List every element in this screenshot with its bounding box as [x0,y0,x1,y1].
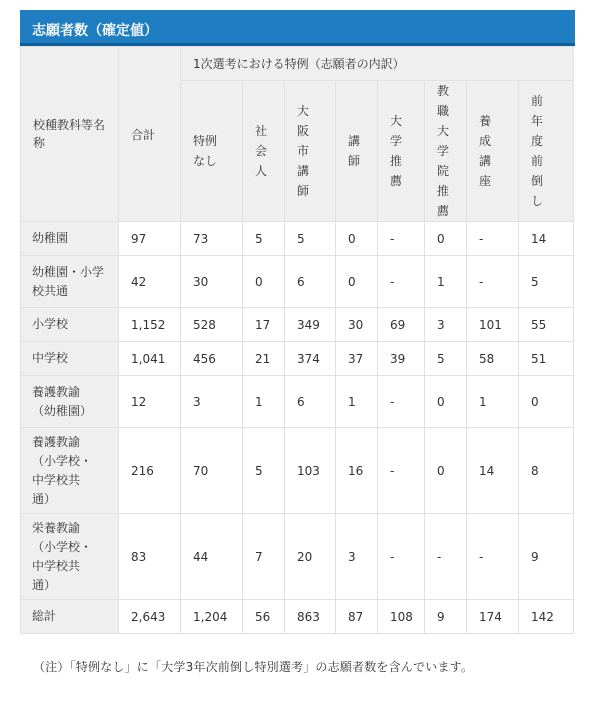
table-title: 志願者数（確定値） [32,23,158,39]
row-label: 幼稚園 [21,222,119,256]
table-cell: 3 [181,376,243,428]
table-cell: 83 [119,514,181,600]
applicants-table [20,46,574,634]
table-cell: 56 [243,600,285,634]
header-col-7: 養成講座 [467,81,519,222]
table-cell: - [378,428,425,514]
table-row [21,308,574,342]
table-cell: 5 [243,428,285,514]
header-col-6: 教職大学院推薦 [425,81,467,222]
header-special-group: 1次選考における特例（志願者の内訳） [181,47,574,81]
table-cell: 1,152 [119,308,181,342]
table-cell: 70 [181,428,243,514]
table-cell: 5 [519,256,574,308]
table-cell: 16 [336,428,378,514]
footnote: （注）「特例なし」に「大学3年次前倒し特別選考」の志願者数を含んでいます。 [33,660,474,674]
table-cell: - [467,222,519,256]
row-label: 栄養教諭（小学校・中学校共通） [21,514,119,600]
table-cell: 9 [425,600,467,634]
table-row [21,600,574,634]
row-label: 養護教諭（幼稚園） [21,376,119,428]
table-cell: 1 [243,376,285,428]
table-cell: - [378,222,425,256]
table-cell: 103 [285,428,336,514]
table-cell: 1 [425,256,467,308]
table-cell: - [378,376,425,428]
header-col-2: 社会人 [243,81,285,222]
header-col-1: 特例なし [181,81,243,222]
row-label: 養護教諭（小学校・中学校共通） [21,428,119,514]
table-cell: 20 [285,514,336,600]
table-cell: 73 [181,222,243,256]
table-row [21,342,574,376]
table-cell: 142 [519,600,574,634]
table-cell: 863 [285,600,336,634]
header-subject: 校種教科等名称 [21,47,119,222]
table-cell: - [467,514,519,600]
table-cell: 528 [181,308,243,342]
table-cell: - [378,514,425,600]
table-cell: 0 [243,256,285,308]
table-cell: 14 [467,428,519,514]
header-col-5: 大学推薦 [378,81,425,222]
table-cell: 1,041 [119,342,181,376]
table-cell: 456 [181,342,243,376]
table-cell: 97 [119,222,181,256]
table-cell: 7 [243,514,285,600]
table-title-bar [20,10,575,46]
table-cell: 0 [336,256,378,308]
table-cell: 5 [243,222,285,256]
table-row [21,514,574,600]
table-cell: 14 [519,222,574,256]
table-row [21,376,574,428]
row-label: 幼稚園・小学校共通 [21,256,119,308]
table-cell: 0 [425,428,467,514]
table-cell: 30 [181,256,243,308]
table-cell: 5 [285,222,336,256]
table-cell: 8 [519,428,574,514]
table-cell: 349 [285,308,336,342]
table-cell: 87 [336,600,378,634]
table-cell: 0 [425,222,467,256]
table-cell: 0 [519,376,574,428]
table-cell: 21 [243,342,285,376]
row-label: 中学校 [21,342,119,376]
table-cell: 44 [181,514,243,600]
table-row [21,256,574,308]
table-cell: 216 [119,428,181,514]
table-cell: 1,204 [181,600,243,634]
table-cell: 55 [519,308,574,342]
table-cell: 9 [519,514,574,600]
header-total: 合計 [119,47,181,222]
table-cell: - [425,514,467,600]
table-cell: 39 [378,342,425,376]
table-cell: 42 [119,256,181,308]
table-cell: 30 [336,308,378,342]
table-cell: 101 [467,308,519,342]
table-cell: - [467,256,519,308]
row-label: 総計 [21,600,119,634]
table-cell: 174 [467,600,519,634]
table-cell: 37 [336,342,378,376]
table-cell: 3 [425,308,467,342]
table-cell: 3 [336,514,378,600]
table-cell: 374 [285,342,336,376]
row-label: 小学校 [21,308,119,342]
table-cell: - [378,256,425,308]
table-cell: 6 [285,256,336,308]
table-cell: 0 [336,222,378,256]
table-row [21,222,574,256]
table-cell: 1 [467,376,519,428]
table-cell: 51 [519,342,574,376]
header-col-4: 講師 [336,81,378,222]
table-cell: 2,643 [119,600,181,634]
table-cell: 1 [336,376,378,428]
table-cell: 58 [467,342,519,376]
table-cell: 69 [378,308,425,342]
table-row [21,428,574,514]
table-cell: 17 [243,308,285,342]
table-cell: 6 [285,376,336,428]
table-cell: 108 [378,600,425,634]
header-col-3: 大阪市講師 [285,81,336,222]
header-col-8: 前年度前倒し [519,81,574,222]
table-cell: 12 [119,376,181,428]
table-cell: 0 [425,376,467,428]
table-cell: 5 [425,342,467,376]
